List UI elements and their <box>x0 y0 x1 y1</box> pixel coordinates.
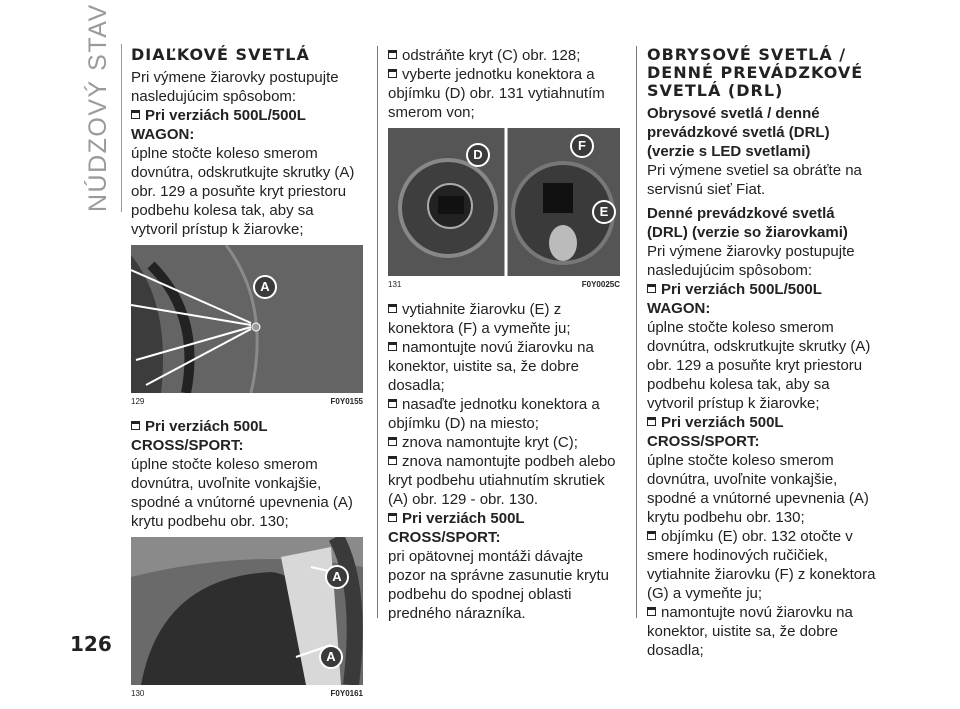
step-item <box>647 280 879 318</box>
chapter-side-title-text: NÚDZOVÝ STAV <box>84 3 112 212</box>
callout-d: D <box>466 143 490 167</box>
figure-number: 129 <box>131 397 145 406</box>
step-bullet-icon <box>647 417 656 426</box>
heading-high-beam: DIAĽKOVÉ SVETLÁ <box>131 45 310 64</box>
step-text: pri opätovnej montáži dávajte pozor na správne zasunutie krytu podbehu do spodnej oblasti predného nárazníka. <box>388 548 609 622</box>
page-number: 126 <box>70 632 112 656</box>
figure-131-caption <box>388 280 620 290</box>
step-text: úplne stočte koleso smerom dovnútra, odskrutkujte skrutky (A) obr. 129 a posuňte kryt priestoru podbehu kolesa tak, aby sa vytvoril prístup k žiarovke; <box>647 319 871 412</box>
chapter-side-title <box>84 3 112 212</box>
callout-f: F <box>570 134 594 158</box>
subheading-led: Obrysové svetlá / denné prevádzkové svetlá (DRL) (verzie s LED svetlami) <box>647 105 830 160</box>
figure-number: 130 <box>131 689 145 698</box>
figure-129 <box>131 245 363 393</box>
figure-129-image <box>131 245 363 393</box>
body-text: Pri výmene svetiel sa obráťte na servisnú sieť Fiat. <box>647 162 862 198</box>
step-bullet-icon <box>388 342 397 351</box>
step-text: objímku (E) obr. 132 otočte v smere hodinových ručičiek, vytiahnite žiarovku (F) z konektora (G) a vymeňte ju; <box>647 528 876 602</box>
step-bullet-icon <box>131 110 140 119</box>
step-bullet-icon <box>388 456 397 465</box>
step-text: namontujte novú žiarovku na konektor, uistite sa, že dobre dosadla; <box>647 604 853 659</box>
step-item <box>647 527 879 603</box>
step-item <box>388 338 620 395</box>
step-text: úplne stočte koleso smerom dovnútra, uvoľnite vonkajšie, spodné a vnútorné upevnenia (A) krytu podbehu obr. 130; <box>131 456 353 530</box>
step-bold: Pri verziách 500L CROSS/SPORT: <box>388 510 525 546</box>
step-bold: Pri verziách 500L/500L WAGON: <box>647 281 822 317</box>
step-item <box>388 433 620 452</box>
subheading-bulbs: Denné prevádzkové svetlá (DRL) (verzie so žiarovkami) <box>647 205 848 241</box>
figure-129-caption <box>131 397 363 407</box>
step-bullet-icon <box>388 399 397 408</box>
step-text: znova namontujte podbeh alebo kryt podbehu utiahnutím skrutiek (A) obr. 129 - obr. 130. <box>388 453 616 508</box>
column-1 <box>131 46 363 709</box>
heading-drl: OBRYSOVÉ SVETLÁ / DENNÉ PREVÁDZKOVÉ SVETLÁ (DRL) <box>647 45 864 100</box>
step-item <box>131 106 363 144</box>
callout-a: A <box>253 275 277 299</box>
body-text: Pri výmene žiarovky postupujte nasledujúcim spôsobom: <box>647 243 855 279</box>
figure-130-caption <box>131 689 363 699</box>
callout-e: E <box>592 200 616 224</box>
column-divider <box>636 46 637 618</box>
step-bullet-icon <box>647 531 656 540</box>
figure-code: F0Y0161 <box>330 689 363 698</box>
step-item <box>388 46 620 65</box>
step-bold: Pri verziách 500L CROSS/SPORT: <box>131 418 268 454</box>
step-bullet-icon <box>388 304 397 313</box>
step-text: vytiahnite žiarovku (E) z konektora (F) a vymeňte ju; <box>388 301 571 337</box>
step-item <box>388 395 620 433</box>
step-text: úplne stočte koleso smerom dovnútra, uvoľnite vonkajšie, spodné a vnútorné upevnenia (A) krytu podbehu obr. 130; <box>647 452 869 526</box>
step-bold: Pri verziách 500L/500L WAGON: <box>131 107 306 143</box>
step-text: nasaďte jednotku konektora a objímku (D) na miesto; <box>388 396 600 432</box>
step-item <box>647 413 879 451</box>
figure-130 <box>131 537 363 685</box>
figure-number: 131 <box>388 280 402 289</box>
step-bullet-icon <box>388 69 397 78</box>
figure-131 <box>388 128 620 276</box>
step-bullet-icon <box>388 513 397 522</box>
step-item <box>388 509 620 547</box>
step-text: vyberte jednotku konektora a objímku (D) obr. 131 vytiahnutím smerom von; <box>388 66 605 121</box>
column-2 <box>388 46 620 623</box>
step-bullet-icon <box>388 437 397 446</box>
step-item <box>388 65 620 122</box>
step-text: znova namontujte kryt (C); <box>402 434 578 451</box>
step-text: namontujte novú žiarovku na konektor, uistite sa, že dobre dosadla; <box>388 339 594 394</box>
step-bullet-icon <box>647 284 656 293</box>
step-item <box>388 300 620 338</box>
column-3 <box>647 46 879 660</box>
column-divider <box>377 46 378 618</box>
step-bullet-icon <box>388 50 397 59</box>
intro-text: Pri výmene žiarovky postupujte nasledujúcim spôsobom: <box>131 69 339 105</box>
step-bullet-icon <box>647 607 656 616</box>
step-item <box>647 603 879 660</box>
step-item <box>131 417 363 455</box>
side-divider <box>121 44 122 212</box>
step-text: odstráňte kryt (C) obr. 128; <box>402 47 581 64</box>
callout-a-top: A <box>325 565 349 589</box>
figure-code: F0Y0155 <box>330 397 363 406</box>
step-item <box>388 452 620 509</box>
step-bullet-icon <box>131 421 140 430</box>
figure-code: F0Y0025C <box>581 280 620 289</box>
callout-a-bottom: A <box>319 645 343 669</box>
step-text: úplne stočte koleso smerom dovnútra, odskrutkujte skrutky (A) obr. 129 a posuňte kryt priestoru podbehu kolesa tak, aby sa vytvoril prístup k žiarovke; <box>131 145 355 238</box>
step-bold: Pri verziách 500L CROSS/SPORT: <box>647 414 784 450</box>
